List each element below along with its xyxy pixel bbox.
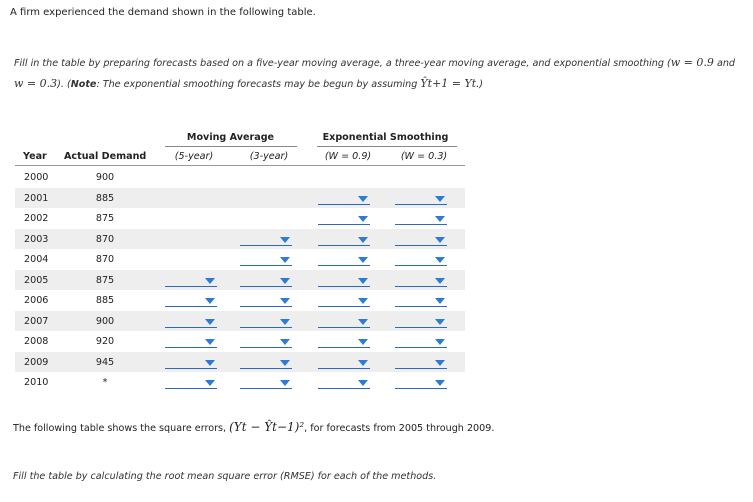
note-formula: Ŷt+1 = Yt <box>420 77 477 90</box>
ma5-forecast-dropdown[interactable] <box>165 294 217 307</box>
actual-demand-cell: 900 <box>95 172 115 183</box>
square-errors-text <box>13 420 494 434</box>
es09-forecast-dropdown[interactable] <box>318 274 370 287</box>
year-cell: 2003 <box>24 233 49 245</box>
chevron-down-icon <box>358 298 368 304</box>
chevron-down-icon <box>205 380 215 386</box>
w1-formula: w = 0.9 <box>670 56 714 69</box>
es03-forecast-dropdown[interactable] <box>395 315 447 328</box>
chevron-down-icon <box>435 298 445 304</box>
ma5-forecast-dropdown[interactable] <box>165 315 217 328</box>
ma3-forecast-dropdown[interactable] <box>240 253 292 266</box>
chevron-down-icon <box>358 339 368 345</box>
sub-header-es03: (W = 0.3) <box>400 151 448 162</box>
table-row <box>15 208 465 228</box>
chevron-down-icon <box>280 360 290 366</box>
table-row <box>15 229 465 249</box>
sub-header-ma5: (5-year) <box>174 151 214 162</box>
ma5-forecast-dropdown[interactable] <box>165 274 217 287</box>
actual-demand-cell: 870 <box>95 254 115 265</box>
es09-forecast-dropdown[interactable] <box>318 376 370 389</box>
chevron-down-icon <box>435 237 445 243</box>
table-row <box>15 352 465 372</box>
moving-average-header: Moving Average <box>186 132 275 143</box>
chevron-down-icon <box>280 380 290 386</box>
year-cell: 2007 <box>24 315 49 327</box>
instructions <box>14 53 744 95</box>
chevron-down-icon <box>205 319 215 325</box>
actual-demand-cell: 920 <box>95 336 115 347</box>
actual-demand-cell: 875 <box>95 274 115 286</box>
instructions-mid: and <box>713 58 735 69</box>
table-row <box>15 249 465 269</box>
chevron-down-icon <box>358 319 368 325</box>
ma5-forecast-dropdown[interactable] <box>165 356 217 369</box>
es03-forecast-dropdown[interactable] <box>395 274 447 287</box>
ma3-forecast-dropdown[interactable] <box>240 233 292 246</box>
es03-forecast-dropdown[interactable] <box>395 356 447 369</box>
w2-formula: w = 0.3 <box>14 77 58 90</box>
es03-forecast-dropdown[interactable] <box>395 376 447 389</box>
instructions-prefix: Fill in the table by preparing forecasts based on a five-year moving average, a three-year moving average, and exponential smoothing ( <box>14 58 671 69</box>
chevron-down-icon <box>435 257 445 263</box>
chevron-down-icon <box>435 360 445 366</box>
actual-demand-cell: 945 <box>95 356 115 368</box>
es03-forecast-dropdown[interactable] <box>395 294 447 307</box>
chevron-down-icon <box>435 339 445 345</box>
note-end: .) <box>476 79 483 90</box>
ma3-forecast-dropdown[interactable] <box>240 356 292 369</box>
es09-forecast-dropdown[interactable] <box>318 233 370 246</box>
sub-header-es09: (W = 0.9) <box>324 151 372 162</box>
es03-forecast-dropdown[interactable] <box>395 233 447 246</box>
chevron-down-icon <box>358 237 368 243</box>
chevron-down-icon <box>435 380 445 386</box>
col-header-actual: Actual Demand <box>64 151 147 162</box>
chevron-down-icon <box>280 237 290 243</box>
year-cell: 2004 <box>24 254 49 265</box>
square-error-formula: (Yt − Ŷt−1)² <box>229 420 305 434</box>
es09-forecast-dropdown[interactable] <box>318 212 370 225</box>
chevron-down-icon <box>358 216 368 222</box>
year-cell: 2000 <box>24 172 49 183</box>
table-row <box>15 290 465 310</box>
para2-suffix: , for forecasts from 2005 through 2009. <box>304 423 495 434</box>
rmse-instructions: Fill the table by calculating the root mean square error (RMSE) for each of the methods. <box>13 471 437 482</box>
es09-forecast-dropdown[interactable] <box>318 253 370 266</box>
actual-demand-cell: 885 <box>95 192 115 204</box>
year-cell: 2001 <box>24 192 49 204</box>
chevron-down-icon <box>358 196 368 202</box>
es03-forecast-dropdown[interactable] <box>395 212 447 225</box>
es03-forecast-dropdown[interactable] <box>395 335 447 348</box>
note-label: Note <box>70 79 97 90</box>
year-cell: 2010 <box>24 377 49 388</box>
table-row <box>15 372 465 392</box>
table-row <box>15 270 465 290</box>
actual-demand-cell: * <box>102 377 108 388</box>
chevron-down-icon <box>358 257 368 263</box>
actual-demand-cell: 885 <box>95 295 115 306</box>
col-header-year: Year <box>23 151 47 162</box>
chevron-down-icon <box>358 360 368 366</box>
table-row <box>15 331 465 351</box>
es03-forecast-dropdown[interactable] <box>395 192 447 205</box>
chevron-down-icon <box>205 360 215 366</box>
table-row <box>15 167 465 187</box>
ma5-forecast-dropdown[interactable] <box>165 335 217 348</box>
chevron-down-icon <box>280 339 290 345</box>
year-cell: 2002 <box>24 213 49 224</box>
ma3-forecast-dropdown[interactable] <box>240 315 292 328</box>
exp-smoothing-rule <box>317 146 457 147</box>
chevron-down-icon <box>435 319 445 325</box>
chevron-down-icon <box>280 257 290 263</box>
chevron-down-icon <box>280 278 290 284</box>
actual-demand-cell: 900 <box>95 315 115 327</box>
es03-forecast-dropdown[interactable] <box>395 253 447 266</box>
exp-smoothing-header: Exponential Smoothing <box>322 132 449 143</box>
instructions-after-w2: ). ( <box>57 79 71 90</box>
chevron-down-icon <box>205 339 215 345</box>
year-cell: 2006 <box>24 295 49 306</box>
chevron-down-icon <box>435 278 445 284</box>
chevron-down-icon <box>435 196 445 202</box>
chevron-down-icon <box>205 278 215 284</box>
es09-forecast-dropdown[interactable] <box>318 294 370 307</box>
note-text: : The exponential smoothing forecasts may be begun by assuming <box>96 79 421 90</box>
actual-demand-cell: 870 <box>95 233 115 245</box>
ma3-forecast-dropdown[interactable] <box>240 294 292 307</box>
chevron-down-icon <box>205 298 215 304</box>
ma3-forecast-dropdown[interactable] <box>240 274 292 287</box>
es09-forecast-dropdown[interactable] <box>318 356 370 369</box>
moving-average-rule <box>165 146 297 147</box>
ma3-forecast-dropdown[interactable] <box>240 376 292 389</box>
es09-forecast-dropdown[interactable] <box>318 335 370 348</box>
year-cell: 2005 <box>24 274 49 286</box>
intro-text: A firm experienced the demand shown in the following table. <box>10 7 316 18</box>
es09-forecast-dropdown[interactable] <box>318 315 370 328</box>
para2-prefix: The following table shows the square errors, <box>13 423 227 434</box>
year-cell: 2009 <box>24 356 49 368</box>
year-cell: 2008 <box>24 336 49 347</box>
chevron-down-icon <box>435 216 445 222</box>
es09-forecast-dropdown[interactable] <box>318 192 370 205</box>
chevron-down-icon <box>280 298 290 304</box>
table-row <box>15 311 465 331</box>
header-rule <box>15 165 465 166</box>
ma5-forecast-dropdown[interactable] <box>165 376 217 389</box>
actual-demand-cell: 875 <box>95 213 115 224</box>
sub-header-ma3: (3-year) <box>249 151 289 162</box>
chevron-down-icon <box>358 278 368 284</box>
ma3-forecast-dropdown[interactable] <box>240 335 292 348</box>
chevron-down-icon <box>280 319 290 325</box>
table-row <box>15 188 465 208</box>
chevron-down-icon <box>358 380 368 386</box>
